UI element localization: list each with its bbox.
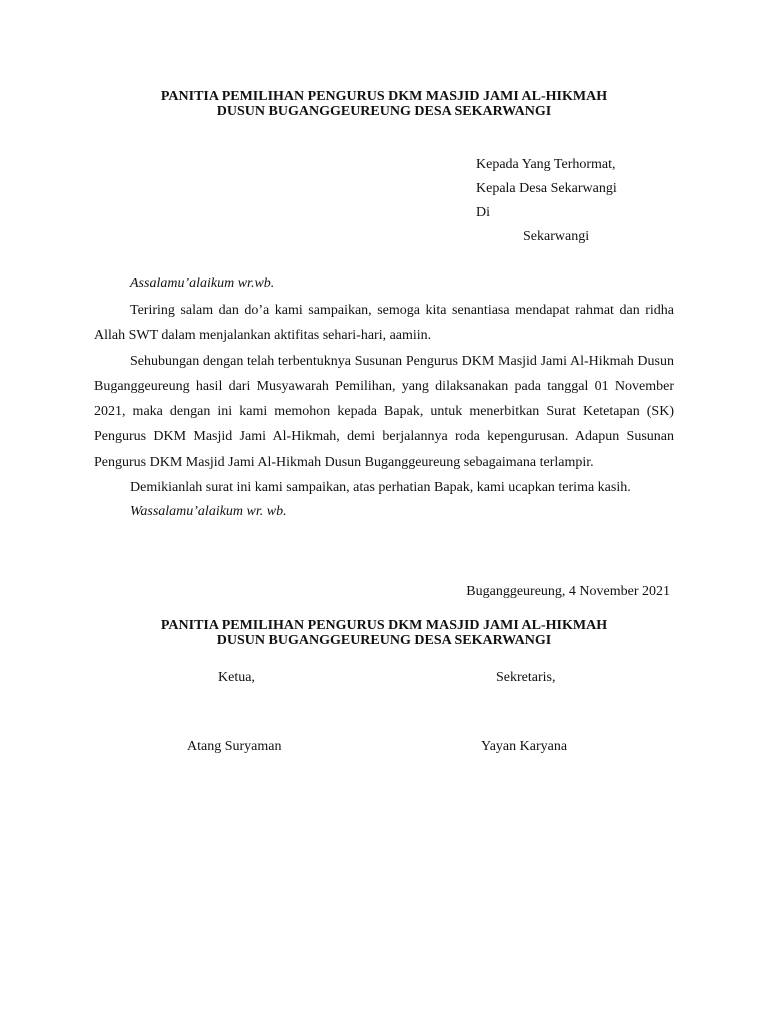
closing-greeting: Wassalamu’alaikum wr. wb. bbox=[130, 504, 287, 520]
chair-name: Atang Suryaman bbox=[187, 739, 282, 754]
signature-header-line-2: DUSUN BUGANGGEUREUNG DESA SEKARWANGI bbox=[216, 633, 552, 648]
recipient-title: Kepala Desa Sekarwangi bbox=[476, 181, 617, 196]
letter-header bbox=[0, 89, 768, 119]
body-paragraph: Sehubungan dengan telah terbentuknya Susunan Pengurus DKM Masjid Jami Al-Hikmah Dusun Buganggeureung hasil dari Musyawarah Pemilihan, yang dilaksanakan pada tanggal 01 November 2021, maka dengan ini kami memohon kepada Bapak, untuk menerbitkan Surat Ketetapan (SK) Pengurus DKM Masjid Jami Al-Hikmah, demi berjalannya roda kepengurusan. Adapun Susunan Pengurus DKM Masjid Jami Al-Hikmah Dusun Buganggeureung sebagaimana terlampir. bbox=[94, 353, 674, 470]
letter-date: Buganggeureung, 4 November 2021 bbox=[466, 584, 670, 599]
recipient-salutation: Kepada Yang Terhormat, bbox=[476, 157, 616, 172]
body-paragraph: Teriring salam dan do’a kami sampaikan, semoga kita senantiasa mendapat rahmat dan ridha Allah SWT dalam menjalankan aktifitas sehari-hari, aamiin. bbox=[94, 303, 674, 344]
chair-role: Ketua, bbox=[218, 670, 255, 685]
signature-header-line-1: PANITIA PEMILIHAN PENGURUS DKM MASJID JAMI AL-HIKMAH bbox=[160, 618, 608, 633]
letter-body bbox=[94, 274, 674, 524]
secretary-name: Yayan Karyana bbox=[481, 739, 568, 754]
secretary-role: Sekretaris, bbox=[496, 670, 556, 685]
body-paragraph: Demikianlah surat ini kami sampaikan, atas perhatian Bapak, kami ucapkan terima kasih. bbox=[130, 480, 631, 496]
signature-header bbox=[0, 618, 768, 648]
recipient-block bbox=[476, 153, 617, 249]
header-line-1: PANITIA PEMILIHAN PENGURUS DKM MASJID JAMI AL-HIKMAH bbox=[160, 89, 608, 104]
recipient-di: Di bbox=[476, 205, 490, 220]
greeting: Assalamu’alaikum wr.wb. bbox=[130, 276, 275, 291]
header-line-2: DUSUN BUGANGGEUREUNG DESA SEKARWANGI bbox=[216, 104, 552, 119]
recipient-place: Sekarwangi bbox=[523, 229, 590, 244]
